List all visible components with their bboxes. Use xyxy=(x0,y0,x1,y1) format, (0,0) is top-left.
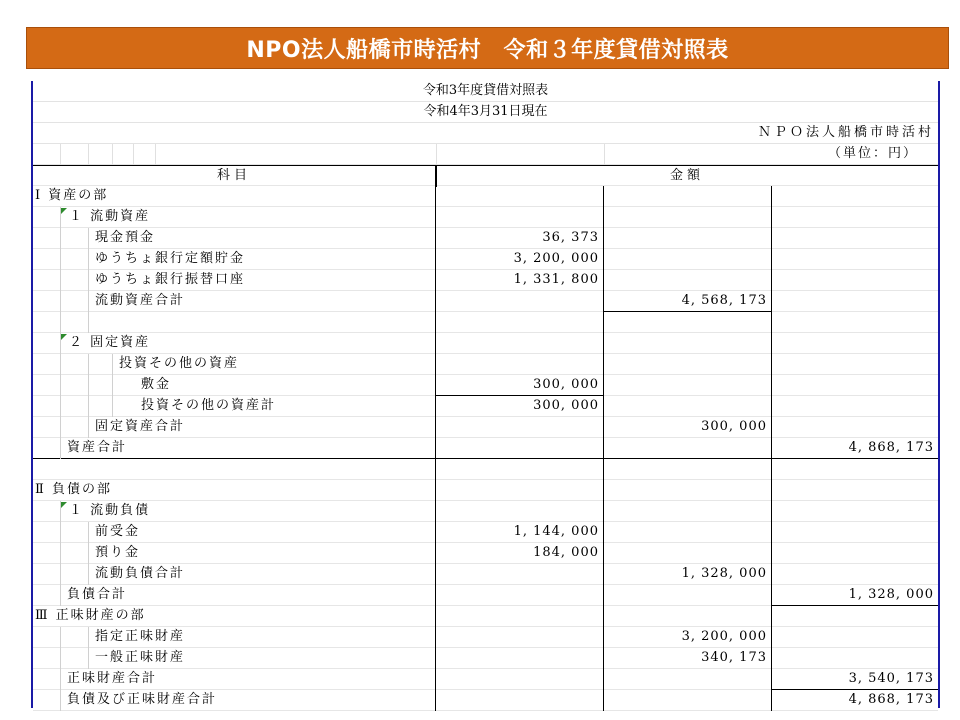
amount-total xyxy=(772,543,938,564)
amount-total xyxy=(772,606,938,627)
amount-detail xyxy=(436,333,604,354)
row-label: 前受金 xyxy=(95,524,141,539)
row-label: Ⅰ 資産の部 xyxy=(35,188,109,203)
table-row xyxy=(33,480,938,501)
organization-name: ＮＰＯ法人船橋市時活村 xyxy=(33,123,938,144)
table-row xyxy=(33,228,938,249)
amount-subtotal: 340, 173 xyxy=(604,648,772,669)
amount-detail xyxy=(436,417,604,438)
amount-detail xyxy=(436,354,604,375)
amount-detail xyxy=(436,480,604,501)
table-row xyxy=(33,417,938,438)
amount-subtotal: 4, 568, 173 xyxy=(604,291,772,312)
amount-subtotal xyxy=(604,480,772,501)
table-row xyxy=(33,312,938,333)
amount-total xyxy=(772,375,938,396)
amount-subtotal xyxy=(604,522,772,543)
table-row xyxy=(33,627,938,648)
amount-total xyxy=(772,270,938,291)
amount-detail xyxy=(436,564,604,585)
table-row xyxy=(33,354,938,375)
amount-detail: 184, 000 xyxy=(436,543,604,564)
amount-detail: 300, 000 xyxy=(436,375,604,396)
table-row xyxy=(33,648,938,669)
row-label: 負債及び正味財産合計 xyxy=(67,692,218,707)
amount-total xyxy=(772,480,938,501)
column-header-row xyxy=(33,165,938,186)
amount-detail xyxy=(436,291,604,312)
amount-detail: 36, 373 xyxy=(436,228,604,249)
grid-line xyxy=(60,144,61,165)
amount-subtotal xyxy=(604,249,772,270)
row-label: １ 流動資産 xyxy=(69,209,151,224)
table-row xyxy=(33,459,938,480)
sheet-title: 令和3年度貸借対照表 xyxy=(33,81,938,102)
amount-total xyxy=(772,228,938,249)
row-label: 投資その他の資産 xyxy=(119,356,240,371)
amount-subtotal xyxy=(604,228,772,249)
balance-sheet xyxy=(31,81,940,708)
amount-subtotal xyxy=(604,606,772,627)
row-label: ゆうちょ銀行振替口座 xyxy=(95,272,246,287)
amount-subtotal xyxy=(604,459,772,480)
table-row xyxy=(33,564,938,585)
amount-detail xyxy=(436,648,604,669)
grid-line xyxy=(155,144,156,165)
amount-total: 4, 868, 173 xyxy=(848,692,934,707)
amount-subtotal: 3, 200, 000 xyxy=(604,627,772,648)
amount-subtotal xyxy=(604,354,772,375)
amount-total xyxy=(772,354,938,375)
amount-subtotal xyxy=(604,543,772,564)
amount-detail xyxy=(436,585,604,606)
amount-detail: 300, 000 xyxy=(436,396,604,417)
table-row xyxy=(33,333,938,354)
slide-title: NPO法人船橋市時活村 令和３年度貸借対照表 xyxy=(26,27,949,69)
table-row xyxy=(33,501,938,522)
amount-subtotal: 1, 328, 000 xyxy=(604,564,772,585)
row-label: 正味財産合計 xyxy=(67,671,158,686)
amount-total xyxy=(772,459,938,480)
amount-detail xyxy=(436,669,604,690)
row-label: ゆうちょ銀行定額貯金 xyxy=(95,251,246,266)
amount-subtotal xyxy=(604,270,772,291)
table-row xyxy=(33,543,938,564)
row-label: Ⅱ 負債の部 xyxy=(35,482,112,497)
amount-detail xyxy=(436,207,604,228)
amount-header: 金額 xyxy=(669,168,704,183)
grid-line xyxy=(604,144,605,165)
table-row xyxy=(33,207,938,228)
table-row xyxy=(33,690,938,711)
row-label: 資産合計 xyxy=(67,440,128,455)
amount-subtotal xyxy=(604,690,772,711)
amount-total xyxy=(772,417,938,438)
amount-total: 3, 540, 173 xyxy=(772,669,938,690)
amount-subtotal xyxy=(604,312,772,333)
amount-total xyxy=(772,564,938,585)
amount-subtotal xyxy=(604,585,772,606)
table-row xyxy=(33,375,938,396)
amount-detail xyxy=(436,186,604,207)
table-row xyxy=(33,249,938,270)
table-row xyxy=(33,606,938,627)
amount-total xyxy=(772,312,938,333)
row-label: 一般正味財産 xyxy=(95,650,186,665)
amount-total xyxy=(772,501,938,522)
amount-detail xyxy=(436,690,604,711)
amount-total xyxy=(772,186,938,207)
amount-detail: 3, 200, 000 xyxy=(436,249,604,270)
row-label: 投資その他の資産計 xyxy=(141,398,277,413)
row-label: １ 流動負債 xyxy=(69,503,151,518)
amount-total: 4, 868, 173 xyxy=(848,440,934,455)
table-row xyxy=(33,438,938,459)
row-label: 流動資産合計 xyxy=(95,293,186,308)
sheet-date: 令和4年3月31日現在 xyxy=(33,102,938,123)
row-label: 流動負債合計 xyxy=(95,566,186,581)
amount-subtotal xyxy=(604,186,772,207)
amount-subtotal xyxy=(604,438,772,459)
table-row xyxy=(33,585,938,606)
table-row xyxy=(33,396,938,417)
amount-detail xyxy=(436,501,604,522)
grid-line xyxy=(436,144,437,165)
amount-detail xyxy=(436,627,604,648)
row-label: Ⅲ 正味財産の部 xyxy=(35,608,146,623)
amount-total xyxy=(772,522,938,543)
amount-subtotal xyxy=(604,375,772,396)
amount-subtotal: 300, 000 xyxy=(604,417,772,438)
amount-total xyxy=(772,627,938,648)
grid-line xyxy=(112,144,113,165)
row-label: 現金預金 xyxy=(95,230,156,245)
unit-label: （単位：円） xyxy=(33,144,938,165)
table-row xyxy=(33,522,938,543)
row-label: 敷金 xyxy=(141,377,172,392)
table-row xyxy=(33,270,938,291)
table-row xyxy=(33,291,938,312)
row-label: 負債合計 xyxy=(67,587,128,602)
amount-subtotal xyxy=(604,396,772,417)
amount-subtotal xyxy=(604,333,772,354)
amount-total xyxy=(772,249,938,270)
row-label: 指定正味財産 xyxy=(95,629,186,644)
amount-subtotal xyxy=(604,669,772,690)
amount-detail: 1, 144, 000 xyxy=(436,522,604,543)
amount-detail xyxy=(436,312,604,333)
amount-detail xyxy=(436,438,604,459)
amount-total xyxy=(772,333,938,354)
amount-detail xyxy=(436,606,604,627)
amount-total xyxy=(772,291,938,312)
amount-subtotal xyxy=(604,207,772,228)
grid-line xyxy=(88,144,89,165)
amount-detail xyxy=(436,459,604,480)
amount-total xyxy=(772,396,938,417)
grid-line xyxy=(133,144,134,165)
table-row xyxy=(33,186,938,207)
amount-total: 1, 328, 000 xyxy=(772,585,938,606)
amount-total xyxy=(772,648,938,669)
amount-detail: 1, 331, 800 xyxy=(436,270,604,291)
row-label: ２ 固定資産 xyxy=(69,335,151,350)
subject-header: 科目 xyxy=(33,166,436,187)
row-label: 固定資産合計 xyxy=(95,419,186,434)
amount-total xyxy=(772,207,938,228)
amount-subtotal xyxy=(604,501,772,522)
row-label: 預り金 xyxy=(95,545,141,560)
table-row xyxy=(33,669,938,690)
